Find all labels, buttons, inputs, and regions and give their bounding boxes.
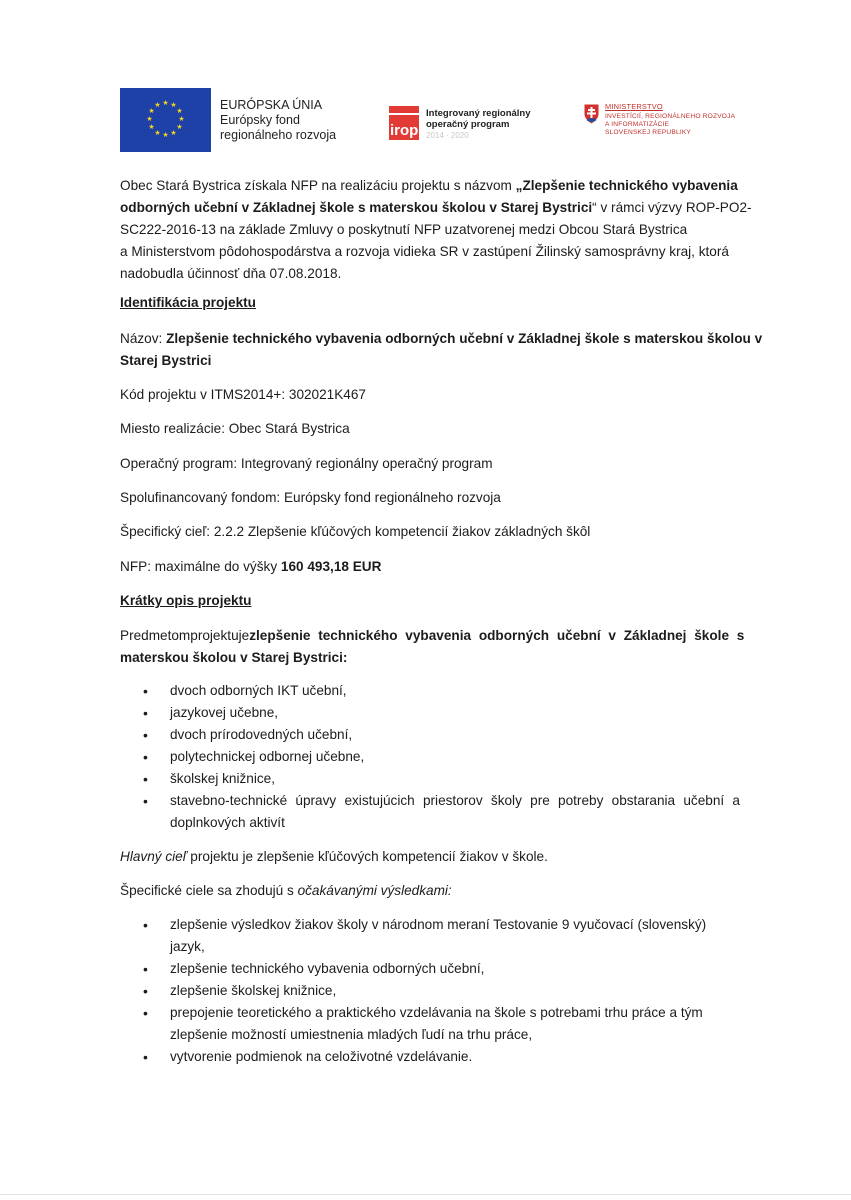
intro-text: Obec Stará Bystrica získala NFP na realizáciu projektu s názvom <box>120 178 516 193</box>
project-title-bold: odborných učební v Základnej škole s materskou školou v Starej Bystrici <box>120 200 593 215</box>
project-name-line-2 <box>120 350 740 372</box>
page-bottom-edge <box>0 1194 851 1195</box>
main-goal-text: projektu je zlepšenie kľúčových kompetencií žiakov v škole. <box>186 849 548 864</box>
nfp-value: 160 493,18 EUR <box>280 559 382 574</box>
list-item: • stavebno-technické úpravy existujúcich priestorov školy pre potreby obstarania učební a doplnkových aktivít <box>120 790 740 834</box>
specific-goal: Špecifický cieľ: 2.2.2 Zlepšenie kľúčových kompetencií žiakov základných škôl <box>120 524 591 539</box>
list-item: • zlepšenie technického vybavenia odborných učební, <box>120 958 740 980</box>
eu-logo <box>120 88 360 152</box>
svg-text:★: ★ <box>162 99 169 107</box>
eu-logo-line2: Európsky fond <box>220 113 300 127</box>
ministry-logo <box>583 103 753 147</box>
description-heading: Krátky opis projektu <box>120 593 252 608</box>
nfp-label: NFP: maximálne do výšky <box>120 559 281 574</box>
intro-line-3: SC222-2016-13 na základe Zmluvy o poskytnutí NFP uzatvorenej medzi Obcou Stará Bystrica <box>120 222 688 237</box>
project-name-label: Názov: <box>120 331 167 346</box>
irop-years: 2014 - 2020 <box>426 131 469 140</box>
list-item: • zlepšenie školskej knižnice, <box>120 980 740 1002</box>
svg-text:★: ★ <box>176 123 183 131</box>
subject-word: Predmetom <box>120 628 191 643</box>
subject-word: je <box>238 628 250 643</box>
project-title-bold: „Zlepšenie technického vybavenia <box>515 178 738 193</box>
specific-goals-emphasis: očakávanými výsledkami: <box>297 883 452 898</box>
subject-bold: zlepšenie technického vybavenia odborných učební v Základnej škole s <box>249 628 745 643</box>
intro-line-4: a Ministerstvom pôdohospodárstva a rozvoja vidieka SR v zastúpení Žilinský samosprávny kraj, ktorá <box>120 244 729 259</box>
subject-word: projektu <box>190 628 239 643</box>
eu-logo-text <box>220 98 336 143</box>
ministry-line3: A INFORMATIZÁCIE <box>605 121 670 128</box>
eu-logo-line1: EURÓPSKA ÚNIA <box>220 98 323 112</box>
svg-text:★: ★ <box>154 101 161 109</box>
slovak-coat-of-arms-icon <box>583 103 600 125</box>
specific-goals-intro <box>120 880 740 902</box>
list-item: • polytechnickej odbornej učebne, <box>120 746 740 768</box>
subject-line-1 <box>120 625 745 647</box>
svg-text:★: ★ <box>170 129 177 137</box>
ministry-line4: SLOVENSKEJ REPUBLIKY <box>605 129 692 136</box>
subject-bold: materskou školou v Starej Bystrici: <box>120 650 348 665</box>
list-item: • zlepšenie výsledkov žiakov školy v národnom meraní Testovanie 9 vyučovací (slovenský) jazyk, <box>120 914 710 958</box>
specific-goals-text: Špecifické ciele sa zhodujú s <box>120 883 298 898</box>
intro-line-1 <box>120 175 740 197</box>
irop-logo <box>389 106 569 146</box>
list-item: • školskej knižnice, <box>120 768 740 790</box>
list-item: • jazykovej učebne, <box>120 702 740 724</box>
intro-line-2 <box>120 197 752 219</box>
eu-logo-line3: regionálneho rozvoja <box>220 128 337 142</box>
identification-heading: Identifikácia projektu <box>120 295 256 310</box>
svg-text:★: ★ <box>162 131 169 139</box>
subject-line-2 <box>120 647 740 669</box>
intro-line-5: nadobudla účinnosť dňa 07.08.2018. <box>120 266 342 281</box>
main-goal <box>120 846 740 868</box>
irop-mark-icon <box>389 106 419 140</box>
irop-line1: Integrovaný regionálny <box>426 108 531 119</box>
scope-list <box>120 680 740 834</box>
svg-text:★: ★ <box>154 129 161 137</box>
svg-text:★: ★ <box>170 101 177 109</box>
ministry-line2: INVESTÍCIÍ, REGIONÁLNEHO ROZVOJA <box>605 113 736 120</box>
project-place: Miesto realizácie: Obec Stará Bystrica <box>120 421 350 436</box>
results-list <box>120 914 740 1068</box>
subject-paragraph <box>120 625 745 669</box>
project-name-value: Starej Bystrici <box>120 353 212 368</box>
svg-text:★: ★ <box>178 115 185 123</box>
list-item: • dvoch odborných IKT učební, <box>120 680 740 702</box>
ministry-logo-text <box>605 103 735 137</box>
project-name-line-1 <box>120 328 763 350</box>
irop-line2: operačný program <box>426 119 510 130</box>
irop-logo-text <box>426 108 531 141</box>
ministry-line1: MINISTERSTVO <box>605 102 663 111</box>
intro-text: “ v rámci výzvy ROP-PO2- <box>592 200 752 215</box>
list-item: • prepojenie teoretického a praktického vzdelávania na škole s potrebami trhu práce a tým zlepšenie možností umiestnenia mladých ľudí na trhu práce, <box>120 1002 730 1046</box>
intro-paragraph <box>120 175 752 285</box>
eu-flag-icon <box>120 88 211 152</box>
nfp-amount <box>120 556 740 578</box>
project-name-value: Zlepšenie technického vybavenia odborných učební v Základnej škole s materskou školou v <box>166 331 763 346</box>
project-name <box>120 328 763 372</box>
project-code: Kód projektu v ITMS2014+: 302021K467 <box>120 387 366 402</box>
list-item: • dvoch prírodovedných učební, <box>120 724 740 746</box>
list-item: • vytvorenie podmienok na celoživotné vzdelávanie. <box>120 1046 740 1068</box>
operational-program: Operačný program: Integrovaný regionálny operačný program <box>120 456 493 471</box>
svg-text:★: ★ <box>176 107 183 115</box>
svg-text:★: ★ <box>148 107 155 115</box>
svg-text:★: ★ <box>148 123 155 131</box>
main-goal-label: Hlavný cieľ <box>120 849 187 864</box>
cofinancing-fund: Spolufinancovaný fondom: Európsky fond regionálneho rozvoja <box>120 490 501 505</box>
irop-mark-text: irop <box>390 122 419 139</box>
svg-text:★: ★ <box>146 115 153 123</box>
